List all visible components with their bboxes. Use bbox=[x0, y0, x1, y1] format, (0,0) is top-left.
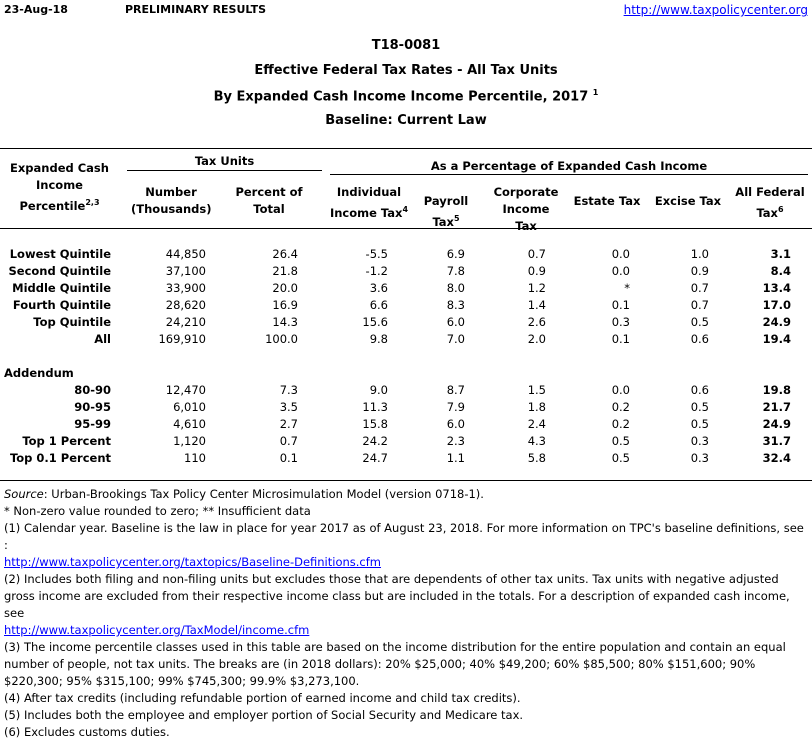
col-header-text: Excise Tax bbox=[654, 194, 722, 208]
col-header-text: Estate Tax bbox=[573, 194, 641, 208]
table-cell: 0.7 bbox=[279, 434, 298, 448]
table-cell: 0.5 bbox=[611, 434, 630, 448]
table-cell: 0.0 bbox=[611, 383, 630, 397]
table-cell: 8.7 bbox=[446, 383, 465, 397]
table-cell: -5.5 bbox=[365, 247, 388, 261]
col-header-percentile bbox=[2, 160, 117, 215]
table-cell: 24.9 bbox=[762, 315, 791, 329]
row-label: Second Quintile bbox=[8, 264, 111, 278]
table-cell: 16.9 bbox=[272, 298, 298, 312]
table-cell: 9.0 bbox=[369, 383, 388, 397]
table-cell: 2.6 bbox=[527, 315, 546, 329]
table-cell: 0.3 bbox=[690, 451, 709, 465]
table-cell: 24.7 bbox=[362, 451, 388, 465]
table-cell: 11.3 bbox=[362, 400, 388, 414]
note-1: (1) Calendar year. Baseline is the law in place for year 2017 as of August 23, 2018. For more information on TPC's baseline definitions, see : bbox=[4, 521, 804, 552]
col-header-footnote: 5 bbox=[453, 214, 460, 223]
note-5: (5) Includes both the employee and employer portion of Social Security and Medicare tax. bbox=[4, 708, 524, 722]
col-header-footnote: 6 bbox=[777, 205, 784, 214]
col-header-2 bbox=[219, 184, 319, 218]
notes bbox=[4, 486, 810, 741]
site-link[interactable]: http://www.taxpolicycenter.org bbox=[623, 3, 808, 17]
table-cell: 19.4 bbox=[762, 332, 791, 346]
table-cell: 9.8 bbox=[369, 332, 388, 346]
table-cell: 8.0 bbox=[446, 281, 465, 295]
table-cell: 0.5 bbox=[690, 315, 709, 329]
table-cell: 0.7 bbox=[527, 247, 546, 261]
table-cell: 0.9 bbox=[527, 264, 546, 278]
table-cell: 7.8 bbox=[446, 264, 465, 278]
addendum-label: Addendum bbox=[4, 366, 74, 380]
table-cell: 21.7 bbox=[762, 400, 791, 414]
table-cell: 31.7 bbox=[762, 434, 791, 448]
col-header-text: Payroll Tax bbox=[423, 194, 469, 229]
table-cell: 0.2 bbox=[611, 417, 630, 431]
table-cell: 1.1 bbox=[446, 451, 465, 465]
col-label-text: Expanded Cash Income Percentile bbox=[10, 161, 109, 213]
table-cell: 15.8 bbox=[362, 417, 388, 431]
table-cell: 0.2 bbox=[611, 400, 630, 414]
source-label: Source bbox=[4, 487, 44, 501]
table-cell: 6.6 bbox=[369, 298, 388, 312]
table-cell: 2.3 bbox=[446, 434, 465, 448]
row-label: Fourth Quintile bbox=[12, 298, 111, 312]
table-cell: 0.1 bbox=[611, 332, 630, 346]
table-cell: 1.4 bbox=[527, 298, 546, 312]
table-cell: 100.0 bbox=[265, 332, 298, 346]
table-cell: 32.4 bbox=[762, 451, 791, 465]
col-header-text: Corporate Income Tax bbox=[493, 185, 559, 233]
table-cell: 2.4 bbox=[527, 417, 546, 431]
table-cell: 12,470 bbox=[165, 383, 206, 397]
table-cell: 3.1 bbox=[770, 247, 791, 261]
table-cell: 37,100 bbox=[165, 264, 206, 278]
subtitle-text: By Expanded Cash Income Income Percentile, 2017 bbox=[213, 89, 589, 105]
table-cell: 5.8 bbox=[527, 451, 546, 465]
col-header-7 bbox=[653, 193, 723, 210]
table-id: T18-0081 bbox=[371, 38, 441, 53]
row-label: All bbox=[94, 332, 111, 346]
note-2: (2) Includes both filing and non-filing units but excludes those that are dependents of other tax units. Tax units with negative adjusted gross income are excluded from their respective income class but are included in the totals. For a description of expanded cash income, see bbox=[4, 572, 790, 620]
table-cell: 0.6 bbox=[690, 332, 709, 346]
bottom-rule bbox=[0, 480, 812, 481]
table-cell: 0.0 bbox=[611, 247, 630, 261]
row-label: 80-90 bbox=[74, 383, 111, 397]
col-header-footnote: 4 bbox=[402, 205, 409, 214]
table-cell: 6.9 bbox=[446, 247, 465, 261]
table-cell: 21.8 bbox=[272, 264, 298, 278]
table-cell: 6.0 bbox=[446, 315, 465, 329]
table-cell: 1.5 bbox=[527, 383, 546, 397]
row-label: Top 0.1 Percent bbox=[9, 451, 111, 465]
table-cell: 13.4 bbox=[762, 281, 791, 295]
table-cell: 1.2 bbox=[527, 281, 546, 295]
table-cell: 0.1 bbox=[279, 451, 298, 465]
col-header-8 bbox=[735, 184, 805, 222]
table-cell: 1.0 bbox=[690, 247, 709, 261]
table-cell: 7.3 bbox=[279, 383, 298, 397]
col-header-4 bbox=[411, 193, 481, 231]
note-6: (6) Excludes customs duties. bbox=[4, 725, 170, 739]
group-header-tax-units: Tax Units bbox=[194, 154, 255, 168]
table-cell: 0.7 bbox=[690, 298, 709, 312]
note-1-link[interactable]: http://www.taxpolicycenter.org/taxtopics/Baseline-Definitions.cfm bbox=[4, 555, 382, 569]
tax-units-rule bbox=[127, 170, 322, 171]
table-cell: 3.5 bbox=[279, 400, 298, 414]
table-cell: 24,210 bbox=[165, 315, 206, 329]
note-4: (4) After tax credits (including refundable portion of earned income and child tax credits). bbox=[4, 691, 521, 705]
table-cell: 19.8 bbox=[762, 383, 791, 397]
status-label: PRELIMINARY RESULTS bbox=[125, 3, 267, 16]
star-note: * Non-zero value rounded to zero; ** Insufficient data bbox=[4, 504, 311, 518]
table-cell: 26.4 bbox=[272, 247, 298, 261]
group-header-pct: As a Percentage of Expanded Cash Income bbox=[430, 159, 708, 173]
source-text: : Urban-Brookings Tax Policy Center Microsimulation Model (version 0718-1). bbox=[43, 487, 484, 501]
table-cell: -1.2 bbox=[365, 264, 388, 278]
table-cell: 8.4 bbox=[770, 264, 791, 278]
table-cell: 0.5 bbox=[690, 400, 709, 414]
table-cell: 0.0 bbox=[611, 264, 630, 278]
table-cell: 44,850 bbox=[165, 247, 206, 261]
table-cell: 28,620 bbox=[165, 298, 206, 312]
baseline-label: Baseline: Current Law bbox=[325, 113, 487, 128]
col-header-text: Percent of Total bbox=[235, 185, 303, 216]
table-cell: 3.6 bbox=[369, 281, 388, 295]
table-cell: 33,900 bbox=[165, 281, 206, 295]
table-cell: 0.3 bbox=[611, 315, 630, 329]
col-header-3 bbox=[329, 184, 409, 222]
table-cell: 6.0 bbox=[446, 417, 465, 431]
table-cell: 20.0 bbox=[272, 281, 298, 295]
table-cell: 24.2 bbox=[362, 434, 388, 448]
table-cell: 1.8 bbox=[527, 400, 546, 414]
table-cell: 0.6 bbox=[690, 383, 709, 397]
subtitle-footnote: 1 bbox=[592, 88, 599, 97]
table-cell: 17.0 bbox=[762, 298, 791, 312]
table-title: Effective Federal Tax Rates - All Tax Units bbox=[254, 63, 558, 78]
table-cell: 169,910 bbox=[158, 332, 206, 346]
row-label: 95-99 bbox=[74, 417, 111, 431]
col-header-text: All Federal Tax bbox=[735, 185, 805, 220]
table-cell: * bbox=[624, 281, 630, 295]
row-label: Middle Quintile bbox=[12, 281, 111, 295]
row-label: Top 1 Percent bbox=[22, 434, 111, 448]
note-3: (3) The income percentile classes used in this table are based on the income distribution for the entire population and contain an equal number of people, not tax units. The breaks are (in 2018 dollars): 20% $25,000; 40% $49,200; 60% $85,500; 80% $151,600; 90% $220,300; 95% $315,100; 99% $745,300; 99.9% $3,273,100. bbox=[4, 640, 786, 688]
row-label: 90-95 bbox=[74, 400, 111, 414]
table-cell: 2.7 bbox=[279, 417, 298, 431]
table-cell: 0.3 bbox=[690, 434, 709, 448]
source-note bbox=[4, 486, 810, 503]
row-label: Top Quintile bbox=[33, 315, 111, 329]
table-cell: 0.5 bbox=[611, 451, 630, 465]
table-cell: 0.5 bbox=[690, 417, 709, 431]
table-subtitle bbox=[0, 88, 812, 104]
col-header-text: Individual Income Tax bbox=[329, 185, 403, 220]
col-label-footnote: 2,3 bbox=[85, 198, 100, 207]
top-rule bbox=[0, 148, 812, 149]
table-cell: 2.0 bbox=[527, 332, 546, 346]
table-cell: 110 bbox=[184, 451, 206, 465]
table-cell: 15.6 bbox=[362, 315, 388, 329]
table-cell: 0.7 bbox=[690, 281, 709, 295]
table-cell: 8.3 bbox=[446, 298, 465, 312]
note-2-link[interactable]: http://www.taxpolicycenter.org/TaxModel/income.cfm bbox=[4, 623, 310, 637]
report-date: 23-Aug-18 bbox=[4, 3, 68, 16]
row-label: Lowest Quintile bbox=[9, 247, 111, 261]
table-cell: 0.1 bbox=[611, 298, 630, 312]
table-cell: 1,120 bbox=[173, 434, 206, 448]
col-header-6 bbox=[572, 193, 642, 210]
col-header-1 bbox=[131, 184, 211, 218]
table-cell: 7.9 bbox=[446, 400, 465, 414]
header-rule bbox=[0, 228, 812, 229]
table-cell: 6,010 bbox=[173, 400, 206, 414]
table-cell: 0.9 bbox=[690, 264, 709, 278]
table-cell: 4,610 bbox=[173, 417, 206, 431]
table-cell: 7.0 bbox=[446, 332, 465, 346]
table-cell: 24.9 bbox=[762, 417, 791, 431]
col-header-text: Number (Thousands) bbox=[131, 185, 212, 216]
col-header-5 bbox=[491, 184, 561, 235]
table-cell: 4.3 bbox=[527, 434, 546, 448]
table-cell: 14.3 bbox=[272, 315, 298, 329]
